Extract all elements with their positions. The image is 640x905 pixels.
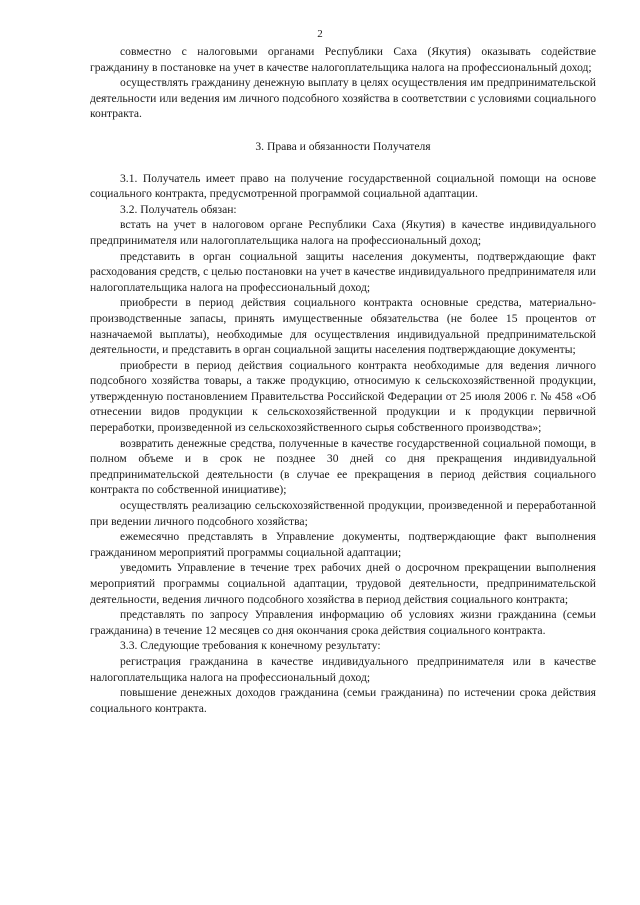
obligation-item: представить в орган социальной защиты населения документы, подтверждающие факт расходования средств, с целью постановки на учет в качестве индивидуального предпринимателя или налогоплательщика налога на профессиональный доход;: [90, 249, 596, 294]
obligation-item: представлять по запросу Управления информацию об условиях жизни гражданина (семьи гражданина) в течение 12 месяцев со дня окончания срока действия социального контракта.: [90, 608, 596, 637]
obligation-item: уведомить Управление в течение трех рабочих дней о досрочном прекращении выполнения мероприятий программы социальной адаптации, трудовой деятельности, предпринимательской деятельности, ведения личного подсобного хозяйства в период действия социального контракта;: [90, 561, 596, 606]
document-body: [90, 44, 596, 716]
section-heading: 3. Права и обязанности Получателя: [255, 139, 431, 153]
intro-paragraph: совместно с налоговыми органами Республики Саха (Якутия) оказывать содействие гражданину в постановке на учет в качестве налогоплательщика налога на профессиональный доход;: [90, 45, 596, 74]
obligation-item: приобрести в период действия социального контракта основные средства, материально-производственные запасы, принять имущественные обязательства (не более 15 процентов от назначаемой выплаты), необходимые для осуществления индивидуальной предпринимательской деятельности, и представить в орган социальной защиты населения подтверждающие документы;: [90, 296, 596, 357]
page-number: 2: [317, 28, 323, 40]
obligation-item: осуществлять реализацию сельскохозяйственной продукции, произведенной и переработанной при ведении личного подсобного хозяйства;: [90, 499, 596, 528]
clause-3-3: 3.3. Следующие требования к конечному результату:: [120, 639, 381, 653]
clause-3-2: 3.2. Получатель обязан:: [120, 202, 237, 216]
obligation-item: возвратить денежные средства, полученные в качестве государственной социальной помощи, в полном объеме и в срок не позднее 30 дней со дня прекращения индивидуальной предпринимательской деятельности (в случае ее прекращения в период действия социального контракта по собственной инициативе);: [90, 436, 596, 497]
obligation-item: приобрести в период действия социального контракта необходимые для ведения личного подсобного хозяйства товары, а также продукцию, относимую к сельскохозяйственной продукции, утвержденную постановлением Правительства Российской Федерации от 25 июля 2006 г. № 458 «Об отнесении видов продукции к сельскохозяйственной продукции и к продукции первичной переработки, произведенной из сельскохозяйственного сырья собственного производства»;: [90, 358, 596, 435]
requirement-item: регистрация гражданина в качестве индивидуального предпринимателя или в качестве налогоплательщика налога на профессиональный доход;: [90, 654, 596, 684]
intro-paragraph: осуществлять гражданину денежную выплату в целях осуществления им предпринимательской деятельности или ведения им личного подсобного хозяйства в соответствии с условиями социального контракта.: [90, 76, 596, 121]
requirement-item: повышение денежных доходов гражданина (семьи гражданина) по истечении срока действия социального контракта.: [90, 686, 596, 715]
clause-3-1: 3.1. Получатель имеет право на получение государственной социальной помощи на основе социального контракта, предусмотренной программой социальной адаптации.: [90, 171, 596, 201]
obligation-item: ежемесячно представлять в Управление документы, подтверждающие факт выполнения гражданином мероприятий программы социальной адаптации;: [90, 530, 596, 559]
obligation-item: встать на учет в налоговом органе Республики Саха (Якутия) в качестве индивидуального предпринимателя или налогоплательщика налога на профессиональный доход;: [90, 218, 596, 247]
